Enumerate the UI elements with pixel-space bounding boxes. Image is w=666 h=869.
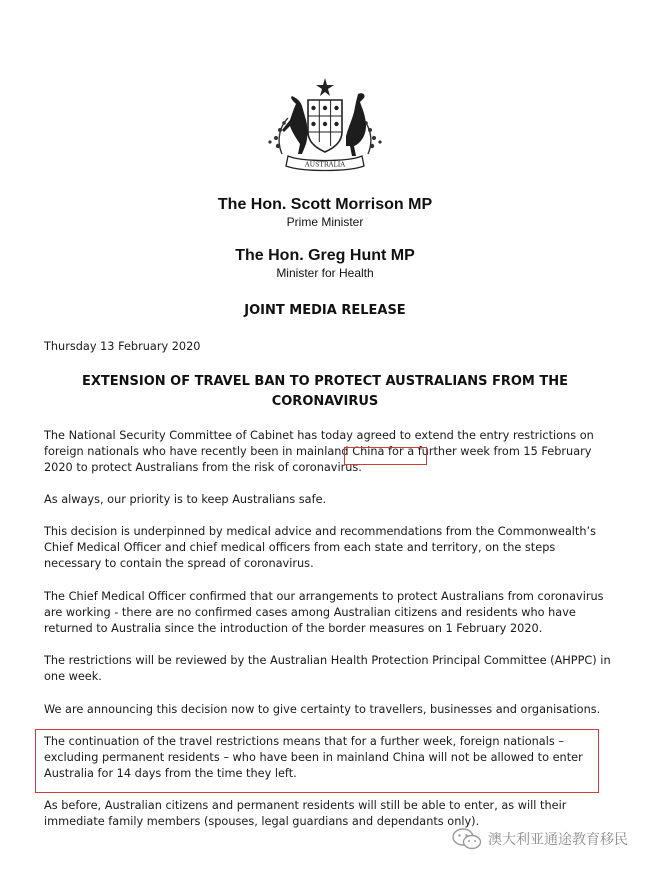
release-date: Thursday 13 February 2020: [44, 340, 201, 353]
paragraph-7: The continuation of the travel restrictions means that for a further week, foreign nationals – excluding permanent residents – who have been in mainland China will not be allowed to enter Australia for 14 days from the time they left.: [44, 735, 583, 780]
paragraph-8: As before, Australian citizens and permanent residents will still be able to enter, as will their immediate family members (spouses, legal guardians and dependants only).: [44, 799, 567, 828]
watermark: [452, 826, 628, 852]
paragraph-4: The Chief Medical Officer confirmed that our arrangements to protect Australians from coronavirus are working - there are no confirmed cases among Australian citizens and residents who have returned to Australia since the introduction of the border measures on 1 February 2020.: [44, 590, 604, 635]
p1-highlight-text: a further week: [407, 445, 490, 458]
wechat-icon: [452, 827, 482, 851]
release-type: JOINT MEDIA RELEASE: [244, 303, 406, 318]
minister1-role: Prime Minister: [286, 215, 364, 229]
p1-text-before: The National Security Committee of Cabinet has today agreed to extend the entry restrictions on foreign nationals who have recently been in mainland China for: [44, 429, 594, 458]
p1-text-after: from 15 February 2020 to protect Australians from the risk of coronavirus.: [44, 445, 592, 474]
title-line-2: CORONAVIRUS: [271, 394, 379, 409]
release-title: [0, 372, 650, 412]
title-line-1: EXTENSION OF TRAVEL BAN TO PROTECT AUSTRALIANS FROM THE: [81, 374, 569, 389]
paragraph-6: We are announcing this decision now to give certainty to travellers, businesses and organisations.: [44, 703, 601, 716]
watermark-text: 澳大利亚通途教育移民: [488, 832, 628, 848]
coat-of-arms-icon: [262, 76, 388, 176]
minister1-name: The Hon. Scott Morrison MP: [217, 196, 433, 213]
minister2-role: Minister for Health: [276, 266, 374, 280]
minister2-name: The Hon. Greg Hunt MP: [235, 247, 415, 264]
paragraph-1: [44, 428, 614, 476]
paragraph-3: This decision is underpinned by medical advice and recommendations from the Commonwealth’s Chief Medical Officer and chief medical officers from each state and territory, on the steps necessary to contain the spread of coronavirus.: [44, 525, 596, 570]
paragraph-2: As always, our priority is to keep Australians safe.: [44, 493, 327, 506]
crest-lettering: AUSTRALIA: [304, 160, 346, 169]
paragraph-5: The restrictions will be reviewed by the Australian Health Protection Principal Committee (AHPPC) in one week.: [44, 654, 611, 683]
